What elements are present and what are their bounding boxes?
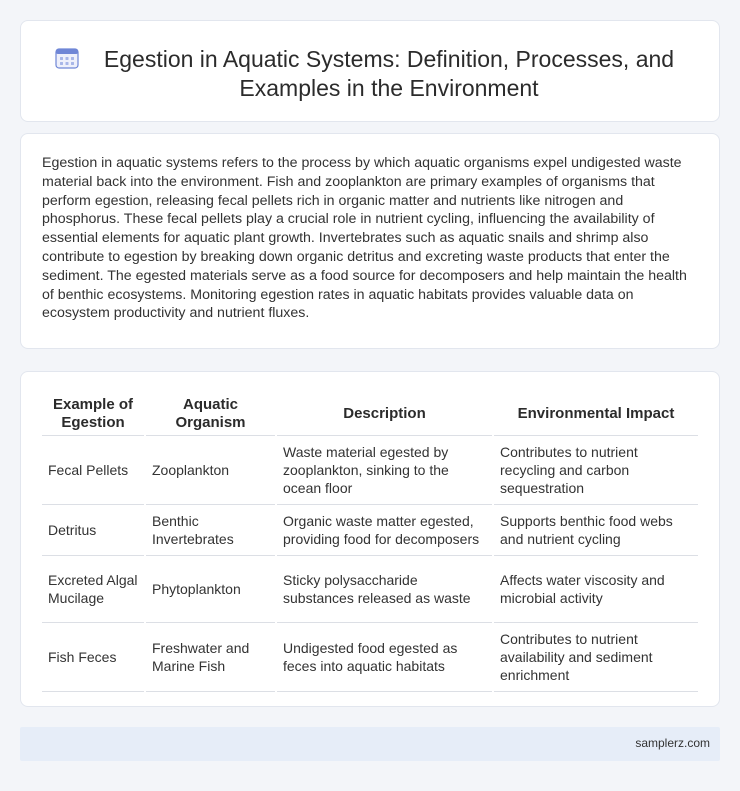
page-title: Egestion in Aquatic Systems: Definition, Processes, and Examples in the Environment [103, 46, 675, 101]
table-cell: Excreted Algal Mucilage [42, 556, 145, 623]
table-cell: Contributes to nutrient recycling and carbon sequestration [493, 436, 698, 505]
table-cell: Fish Feces [42, 623, 145, 692]
table-card [20, 371, 720, 707]
table-cell: Contributes to nutrient availability and sediment enrichment [493, 623, 698, 692]
column-header-example: Example of Egestion [42, 389, 145, 436]
column-header-impact: Environmental Impact [493, 389, 698, 436]
table-row [42, 505, 698, 556]
table-cell: Sticky polysaccharide substances released as waste [276, 556, 493, 623]
table-cell: Waste material egested by zooplankton, sinking to the ocean floor [276, 436, 493, 505]
column-header-organism: Aquatic Organism [145, 389, 276, 436]
footer-bar [20, 727, 720, 761]
table-row [42, 436, 698, 505]
table-header-row [42, 389, 698, 436]
summary-paragraph: Egestion in aquatic systems refers to the process by which aquatic organisms expel undigested waste material back into the environment. Fish and zooplankton are primary examples of organisms that perform egestion, releasing fecal pellets rich in organic matter and nutrients like nitrogen and phosphorus. These fecal pellets play a crucial role in nutrient cycling, influencing the availability of essential elements for aquatic plant growth. Invertebrates such as aquatic snails and shrimp also contribute to egestion by breaking down organic detritus and excreting waste products that enter the sediment. The egested materials serve as a food source for decomposers and help maintain the health of benthic ecosystems. Monitoring egestion rates in aquatic habitats provides valuable data on ecosystem productivity and nutrient fluxes. [42, 155, 687, 322]
column-header-description: Description [276, 389, 493, 436]
title-card [20, 20, 720, 122]
table-cell: Organic waste matter egested, providing food for decomposers [276, 505, 493, 556]
table-cell: Zooplankton [145, 436, 276, 505]
table-row [42, 556, 698, 623]
table-cell: Detritus [42, 505, 145, 556]
table-cell: Undigested food egested as feces into aquatic habitats [276, 623, 493, 692]
table-cell: Supports benthic food webs and nutrient cycling [493, 505, 698, 556]
table-cell: Phytoplankton [145, 556, 276, 623]
table-cell: Affects water viscosity and microbial activity [493, 556, 698, 623]
table-row [42, 623, 698, 692]
footer-site-link[interactable]: samplerz.com [635, 736, 710, 750]
examples-table [42, 389, 698, 692]
table-cell: Fecal Pellets [42, 436, 145, 505]
table-cell: Freshwater and Marine Fish [145, 623, 276, 692]
summary-card [20, 133, 720, 349]
table-cell: Benthic Invertebrates [145, 505, 276, 556]
